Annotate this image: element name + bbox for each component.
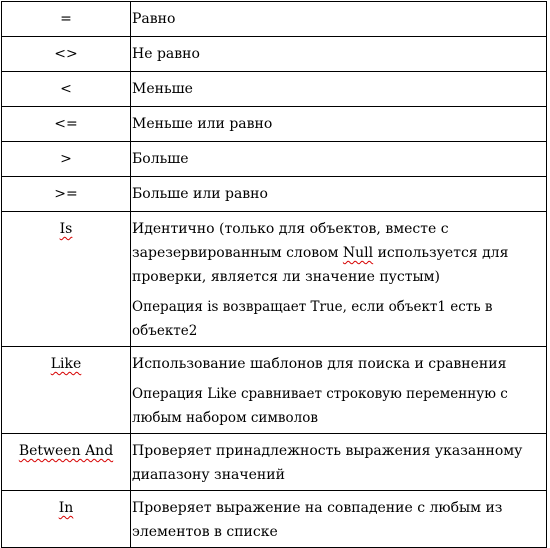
operator-label: Like — [50, 356, 82, 372]
operator-label: In — [58, 500, 74, 516]
operator-cell: < — [2, 72, 131, 107]
table-row — [2, 72, 547, 107]
operator-cell: <> — [2, 37, 131, 72]
operator-cell — [2, 212, 131, 347]
table-row — [2, 212, 547, 347]
description-cell — [131, 434, 547, 491]
operator-cell — [2, 491, 131, 548]
table-row — [2, 37, 547, 72]
description-text: Идентично (только для объектов, вместе с зарезервированным словом Null используется для проверки, является ли значение пустым) — [132, 221, 509, 285]
description-cell — [131, 491, 547, 548]
description-cell: Не равно — [131, 37, 547, 72]
table-row — [2, 107, 547, 142]
operator-cell — [2, 347, 131, 434]
description-cell — [131, 347, 547, 434]
table-row — [2, 491, 547, 548]
description-text: Проверяет выражение на совпадение с любым из элементов в списке — [132, 500, 503, 540]
operator-cell: >= — [2, 177, 131, 212]
description-cell: Меньше или равно — [131, 107, 547, 142]
description-text: Использование шаблонов для поиска и сравнения — [132, 356, 507, 372]
operator-label: Is — [59, 221, 73, 237]
table-row — [2, 2, 547, 37]
operator-cell — [2, 434, 131, 491]
table-row — [2, 434, 547, 491]
operator-cell: = — [2, 2, 131, 37]
description-text: Проверяет принадлежность выражения указанному диапазону значений — [132, 443, 523, 483]
description-cell: Больше или равно — [131, 177, 547, 212]
description-cell: Больше — [131, 142, 547, 177]
operator-cell: > — [2, 142, 131, 177]
operator-label: Between And — [18, 443, 114, 459]
description-cell: Меньше — [131, 72, 547, 107]
description-cell: Равно — [131, 2, 547, 37]
description-note: Операция is возвращает True, если объект1 есть в объекте2 — [132, 299, 493, 339]
description-cell — [131, 212, 547, 347]
table-row — [2, 177, 547, 212]
table-row — [2, 142, 547, 177]
operators-table — [1, 1, 547, 548]
table-row — [2, 347, 547, 434]
keyword-null: Null — [342, 245, 374, 261]
description-note: Операция Like сравнивает строковую переменную с любым набором символов — [132, 386, 508, 426]
operator-cell: <= — [2, 107, 131, 142]
